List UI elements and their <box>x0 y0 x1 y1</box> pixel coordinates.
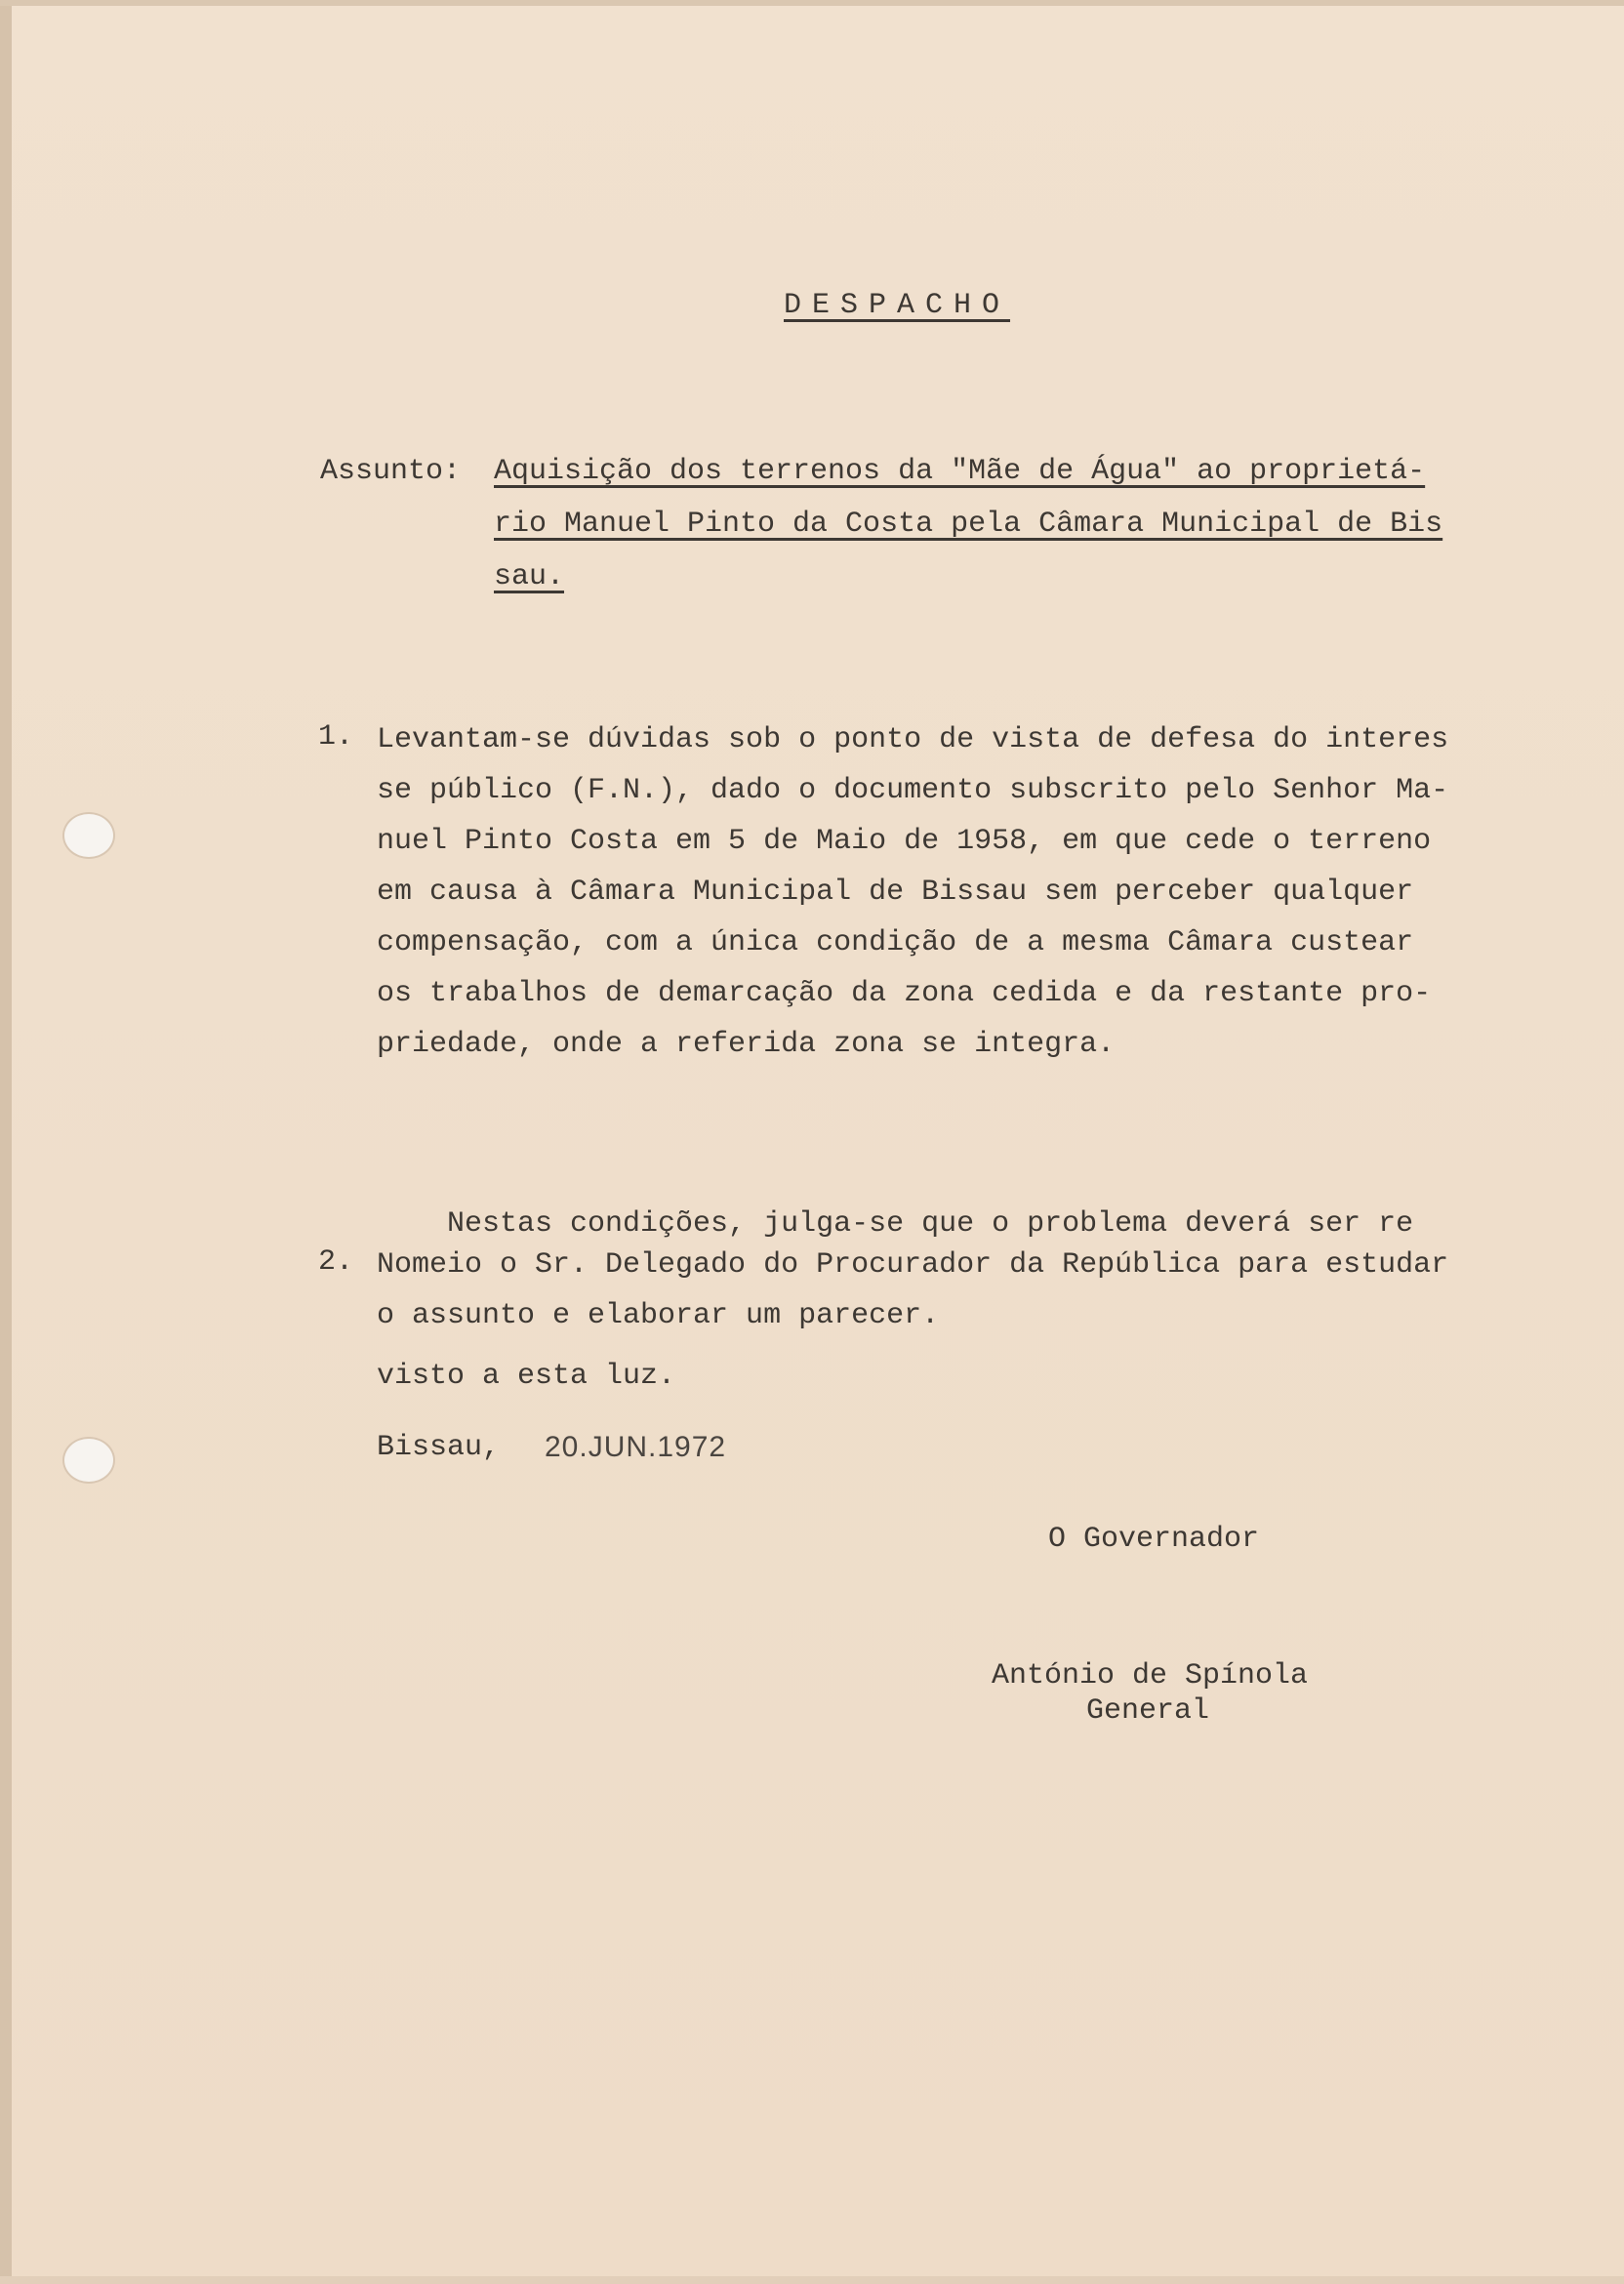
paragraph-line: se público (F.N.), dado o documento subscrito pelo Senhor Ma- <box>377 774 1449 807</box>
paragraph-line: compensação, com a única condição de a mesma Câmara custear <box>377 926 1414 959</box>
paragraph-line: Nomeio o Sr. Delegado do Procurador da República para estudar <box>377 1248 1449 1282</box>
subject-line: rio Manuel Pinto da Costa pela Câmara Municipal de Bis <box>494 508 1443 541</box>
paragraph-line: priedade, onde a referida zona se integra. <box>377 1028 1116 1061</box>
paragraph-line: nuel Pinto Costa em 5 de Maio de 1958, em que cede o terreno <box>377 825 1432 858</box>
paragraph-line: Nestas condições, julga-se que o problema deverá ser re <box>377 1207 1414 1241</box>
page-top-edge <box>0 0 1624 6</box>
item-1-paragraph <box>377 714 1448 1070</box>
subject-line: Aquisição dos terrenos da "Mãe de Água" ao proprietá- <box>494 455 1426 488</box>
signer-role: O Governador <box>1048 1523 1260 1556</box>
subject-text <box>494 445 1442 603</box>
signer-rank: General <box>1086 1694 1210 1728</box>
paragraph-line: Levantam-se dúvidas sob o ponto de vista de defesa do interes <box>377 723 1449 756</box>
document-title: DESPACHO <box>784 289 1011 322</box>
punch-hole-top <box>64 814 113 857</box>
paragraph-line: os trabalhos de demarcação da zona cedida e da restante pro- <box>377 977 1432 1010</box>
page-bottom-edge <box>0 2276 1624 2284</box>
date-stamp: 20.JUN.1972 <box>545 1431 727 1463</box>
paragraph-line: o assunto e elaborar um parecer. <box>377 1299 940 1332</box>
item-2-number: 2. <box>318 1245 354 1279</box>
paragraph-line: em causa à Câmara Municipal de Bissau sem perceber qualquer <box>377 876 1414 909</box>
item-2-paragraph <box>377 1240 1448 1341</box>
paragraph-line: visto a esta luz. <box>377 1360 676 1393</box>
punch-hole-bottom <box>64 1439 113 1482</box>
item-1-number: 1. <box>318 720 354 754</box>
place-label: Bissau, <box>377 1431 501 1464</box>
page-edge-shadow <box>0 0 12 2284</box>
subject-label: Assunto: <box>320 455 462 488</box>
signer-name: António de Spínola <box>992 1659 1309 1693</box>
subject-line: sau. <box>494 560 565 593</box>
